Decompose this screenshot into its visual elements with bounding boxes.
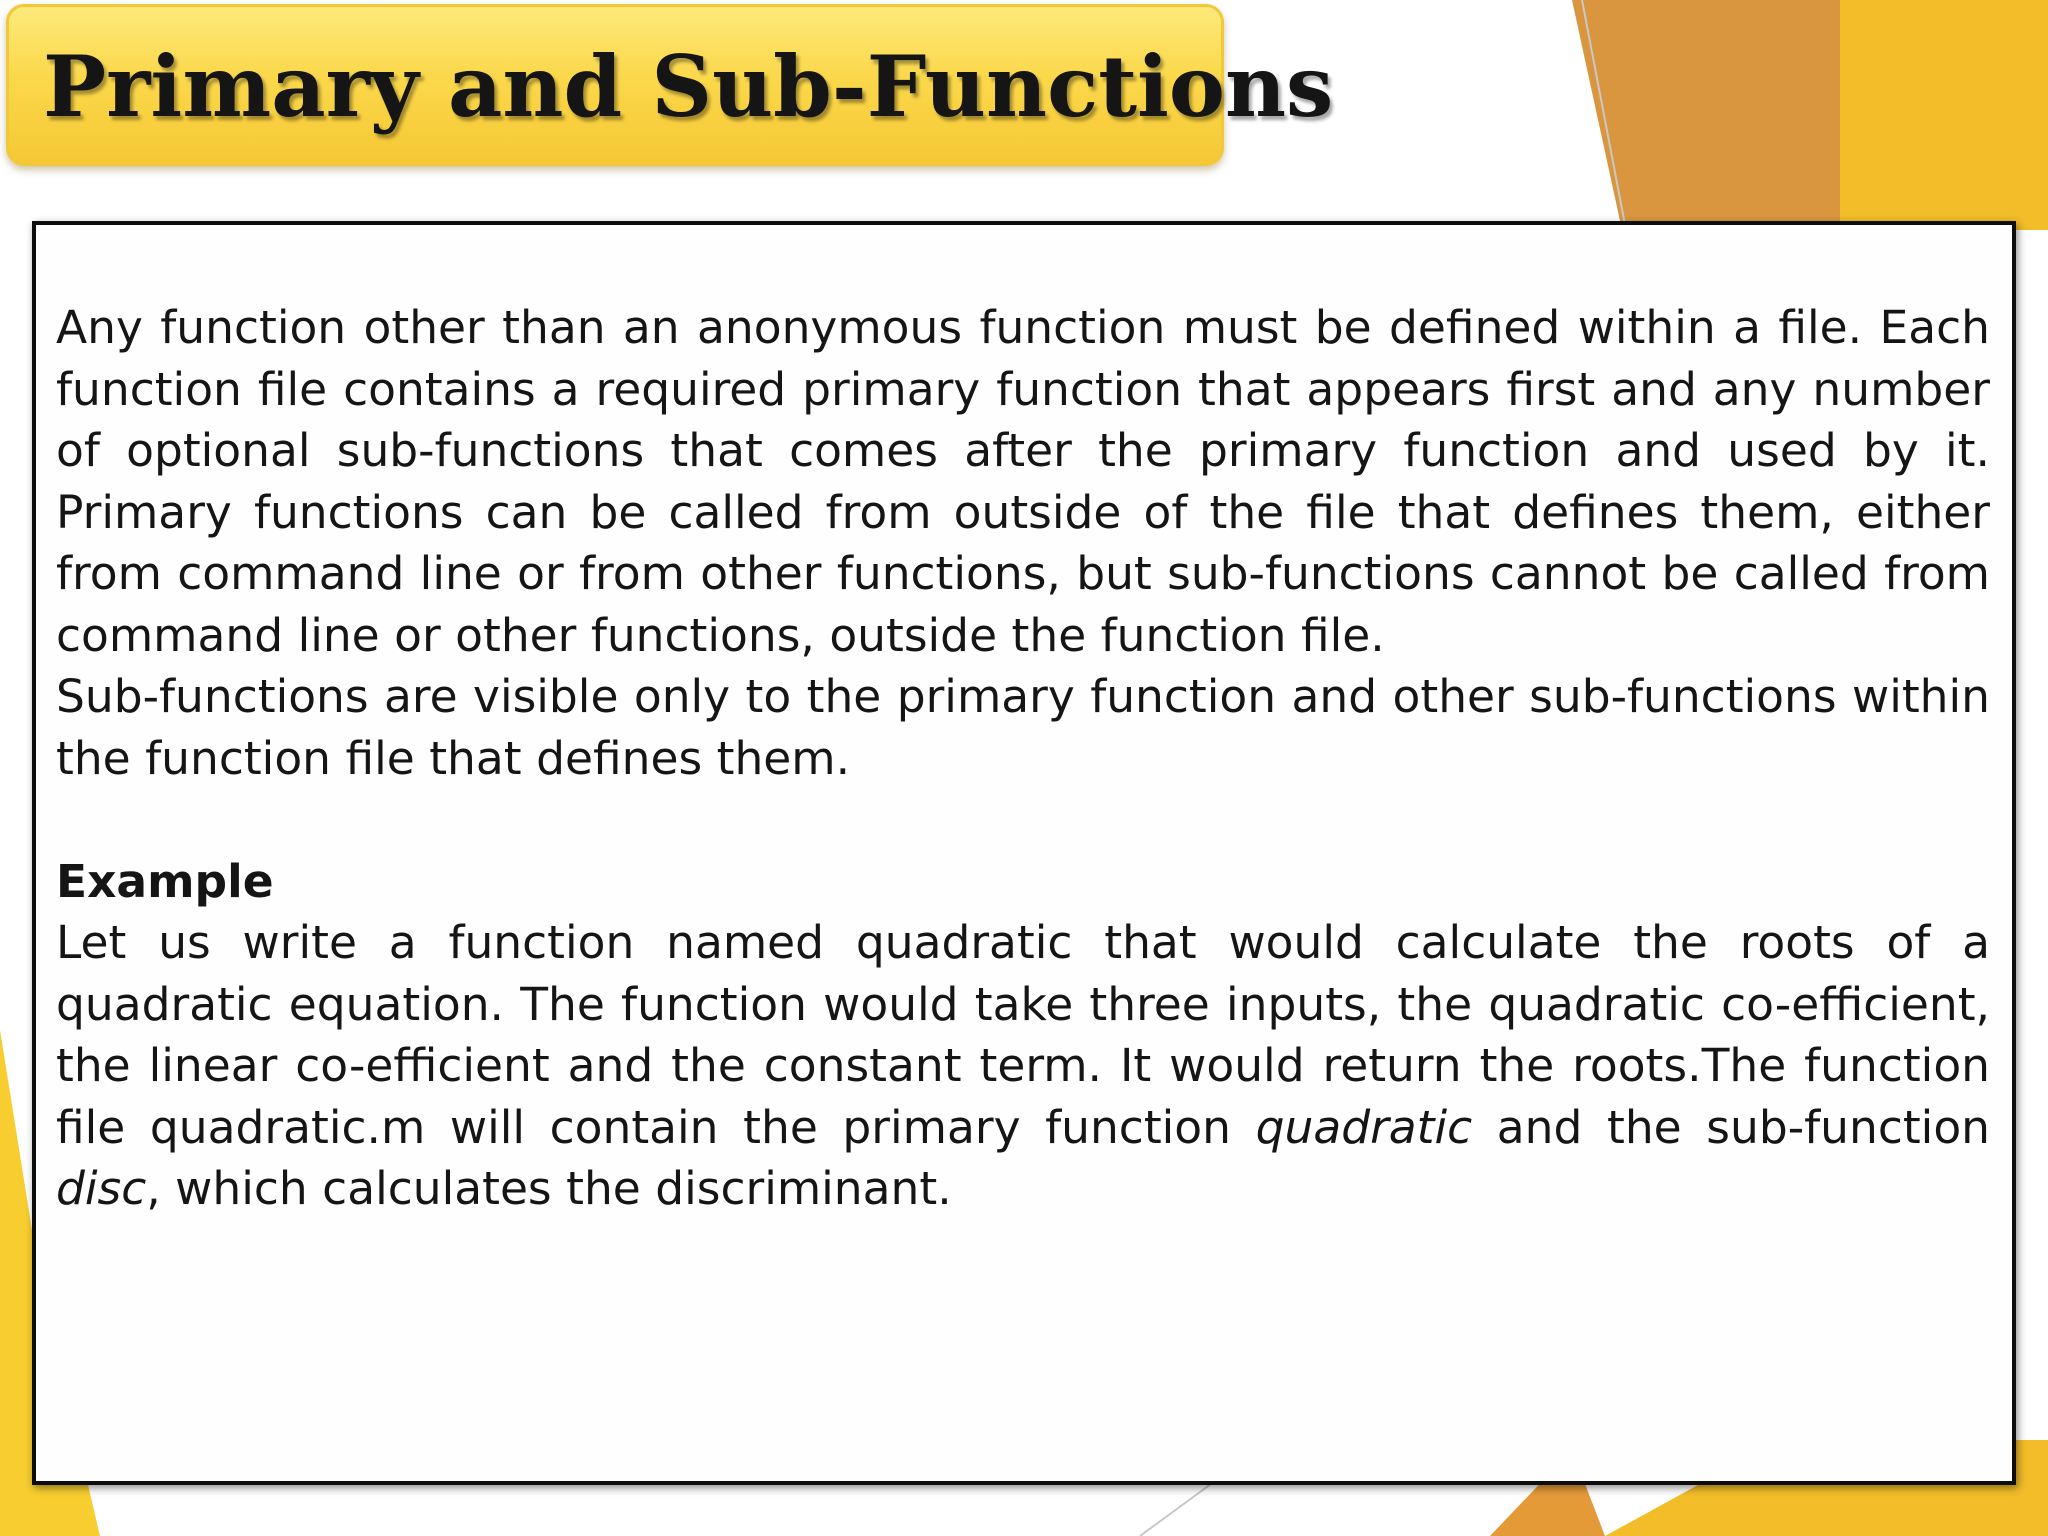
top-right-gold-accent (1840, 0, 2048, 230)
example-italic-disc: disc (56, 1162, 147, 1215)
content-text-area (56, 297, 1990, 1220)
content-box (32, 221, 2016, 1485)
example-italic-quadratic: quadratic (1255, 1100, 1473, 1154)
example-heading: Example (56, 854, 274, 908)
top-right-orange-accent (1572, 0, 1840, 230)
paragraph-example (56, 912, 1990, 1220)
paragraph-function-files: Any function other than an anonymous function must be defined within a file. Each function file contains a required primary function that appears first and any number of optional sub-functions that comes after the primary function and used by it. Primary functions can be called from outside of the file that defines them, either from command line or from other functions, but sub-functions cannot be called from command line or other functions, outside the function file. (56, 301, 1990, 662)
title-banner (6, 4, 1334, 166)
paragraph-sub-function-visibility: Sub-functions are visible only to the primary function and other sub-functions within the function file that defines them. (56, 670, 1990, 785)
example-text-part-1: Let us write a function named quadratic that would calculate the roots of a quadratic equation. The function would take three inputs, the quadratic co-efficient, the linear co-efficient and the constant term. It would return the roots.The function file quadratic.m will contain the primary function (56, 916, 1990, 1154)
paragraph-spacer (56, 789, 1990, 851)
example-text-part-3: , which calculates the discriminant. (146, 1162, 952, 1215)
slide-title: Primary and Sub-Functions (43, 37, 1334, 136)
example-text-part-2: and the sub-function (1472, 1100, 1990, 1154)
